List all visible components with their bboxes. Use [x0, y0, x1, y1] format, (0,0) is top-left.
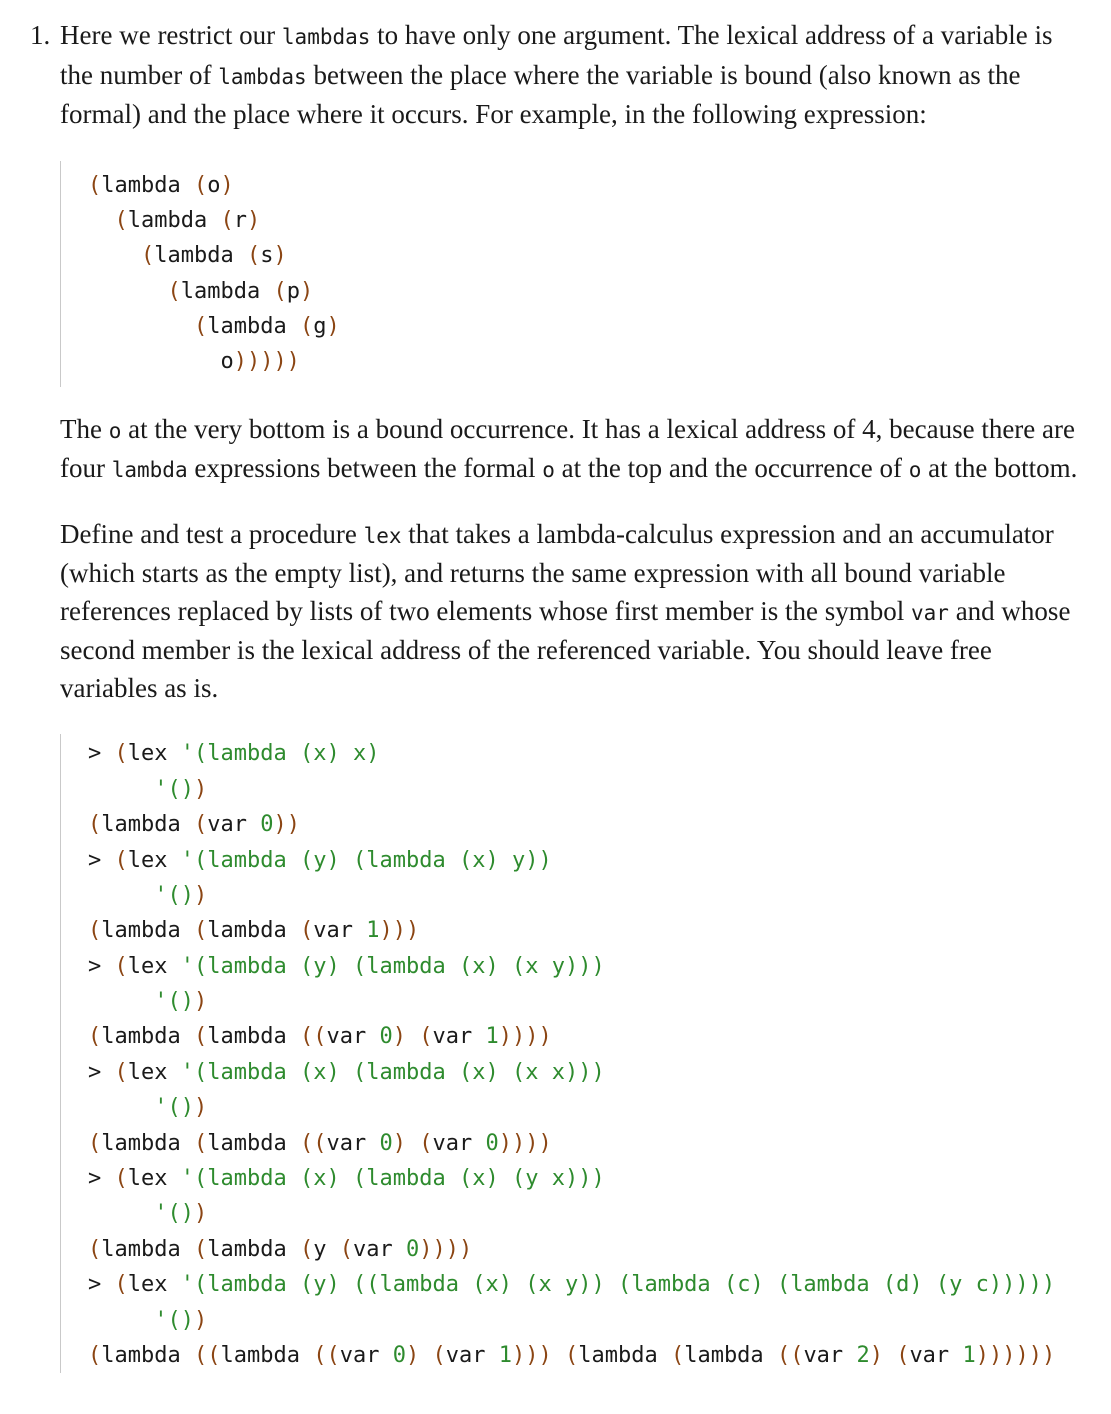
repl-input-line: > (lex '(lambda (y) ((lambda (x) (x y)) (lambda (c) (lambda (d) (y c))))) — [88, 1272, 1056, 1298]
repl-output-line: (lambda (var 0)) — [88, 812, 300, 838]
repl-input-continuation: '()) — [154, 882, 208, 908]
define-paragraph: Define and test a procedure lex that takes a lambda-calculus expression and an accumulator (which starts as the empty list), and returns the same expression with all bound variable references replaced by lists of two elements whose first member is the symbol var and whose second member is the lexical address of the referenced variable. You should leave free variables as is. — [60, 518, 1071, 703]
repl-code-block — [60, 734, 1090, 1373]
code-line: (lambda (s) — [140, 243, 287, 269]
repl-input-continuation: '()) — [154, 1201, 208, 1227]
intro-paragraph: Here we restrict our lambdas to have only one argument. The lexical address of a variable is the number of lambdas between the place where the variable is bound (also known as the formal) and the place where it occurs. For example, in the following expression: — [60, 20, 1053, 129]
repl-output-line: (lambda (lambda ((var 0) (var 0)))) — [88, 1130, 552, 1156]
code-line: (lambda (r) — [114, 207, 261, 233]
repl-input-line: > (lex '(lambda (y) (lambda (x) (x y))) — [88, 953, 605, 979]
repl-input-continuation: '()) — [154, 1307, 208, 1333]
code-line: (lambda (p) — [167, 278, 314, 304]
repl-input-continuation: '()) — [154, 1095, 208, 1121]
code-line: (lambda (g) — [193, 314, 340, 340]
repl-input-line: > (lex '(lambda (x) (lambda (x) (y x))) — [88, 1166, 605, 1192]
repl-input-line: > (lex '(lambda (y) (lambda (x) y)) — [88, 847, 552, 873]
exercise-item — [30, 0, 1090, 1373]
repl-input-line: > (lex '(lambda (x) (lambda (x) (x x))) — [88, 1059, 605, 1085]
repl-output-line: (lambda (lambda ((var 0) (var 1)))) — [88, 1024, 552, 1050]
repl-input-continuation: '()) — [154, 989, 208, 1015]
code-line: (lambda (o) — [88, 172, 234, 198]
example-code-block — [60, 161, 1090, 387]
page — [30, 0, 1090, 1373]
repl-output-line: (lambda (lambda (var 1))) — [88, 918, 420, 944]
item-number: 1. — [30, 20, 51, 50]
explain-paragraph: The o at the very bottom is a bound occurrence. It has a lexical address of 4, because there are four lambda expressions between the formal o at the top and the occurrence of o at the bottom. — [60, 413, 1078, 484]
repl-output-line: (lambda ((lambda ((var 0) (var 1))) (lambda (lambda ((var 2) (var 1)))))) — [88, 1342, 1056, 1368]
repl-input-continuation: '()) — [154, 776, 208, 802]
repl-input-line: > (lex '(lambda (x) x) — [88, 741, 380, 767]
code-line: o))))) — [220, 349, 300, 375]
repl-output-line: (lambda (lambda (y (var 0)))) — [88, 1236, 473, 1262]
